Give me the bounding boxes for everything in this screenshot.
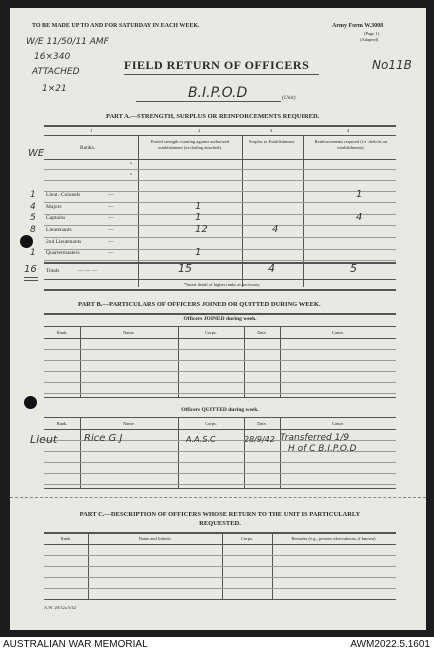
unit-label: (Unit): [282, 95, 296, 101]
annotation-left-3: ATTACHED: [32, 67, 80, 77]
rank-posted: 1: [195, 247, 202, 258]
quitted-corps: A.A.S.C: [186, 435, 216, 444]
we-note: WE: [28, 148, 45, 159]
punch-hole-bottom: [24, 396, 37, 409]
rank-surplus: 4: [272, 224, 279, 235]
rank-margin-count: 8: [30, 225, 36, 235]
joined-heading: Officers JOINED during week.: [183, 316, 257, 322]
column-header: Corps.: [205, 421, 217, 426]
column-header: Cause.: [331, 330, 345, 335]
rank-label: Lieut.-Colonels: [46, 192, 81, 198]
rank-margin-count: 1: [30, 248, 36, 258]
totals-reinf: 5: [350, 262, 357, 275]
column-header: Name and Initials.: [138, 536, 172, 541]
column-header: Corps.: [205, 330, 217, 335]
column-header: Cause.: [331, 421, 345, 426]
quitted-name: Rice G J: [84, 433, 123, 444]
annotation-left-1: W/E 11/50/11 AMF: [26, 37, 109, 47]
rank-label: Majors: [46, 204, 62, 210]
part-a-heading: PART A.—STRENGTH, SURPLUS OR REINFORCEMENTS REQUIRED.: [106, 113, 320, 120]
totals-posted: 15: [178, 262, 192, 275]
column-header: Rank.: [56, 330, 68, 335]
column-header: Date.: [257, 421, 267, 426]
rank-margin-count: 4: [30, 202, 36, 212]
col-header-posted: Posted strength counting against authorized establishment (excluding attached).: [150, 139, 230, 150]
column-header: Rank.: [56, 421, 68, 426]
header-instruction: TO BE MADE UP TO AND FOR SATURDAY IN EACH WEEK.: [32, 23, 200, 29]
annotation-right: No11B: [372, 58, 412, 72]
quitted-cause-2: H of C B.I.P.O.D: [288, 444, 357, 454]
col-number-2: 2: [198, 128, 201, 133]
column-header: Name.: [123, 330, 135, 335]
annotation-left-2: 16×340: [34, 52, 71, 62]
rank-margin-count: 5: [30, 213, 36, 223]
annotation-left-4: 1×21: [42, 84, 67, 94]
column-header: Date.: [257, 330, 267, 335]
rank-label: 2nd Lieutenants: [46, 239, 82, 245]
quitted-date: 28/9/42: [244, 435, 275, 444]
rank-label: Lieutenants: [46, 227, 72, 233]
quitted-cause-1: Transferred 1/9: [280, 433, 350, 443]
unit-handwritten: B.I.P.O.D: [188, 85, 248, 101]
part-a-footnote: *Insert detail of higher ranks as necessary.: [184, 282, 261, 287]
col-number-1: 1: [90, 128, 93, 133]
rank-posted: 12: [195, 224, 208, 235]
totals-label: Totals: [46, 268, 60, 274]
part-c-heading-2: REQUESTED.: [199, 520, 241, 527]
rank-margin-count: 1: [30, 190, 36, 200]
column-header: Corps.: [241, 536, 253, 541]
footer-left: AUSTRALIAN WAR MEMORIAL: [3, 639, 148, 650]
col-number-3: 3: [270, 128, 273, 133]
part-c-heading-1: PART C.—DESCRIPTION OF OFFICERS WHOSE RETURN TO THE UNIT IS PARTICULARLY: [79, 511, 361, 518]
form-number: Army Form W.3008: [332, 23, 384, 29]
column-header: Name.: [123, 421, 135, 426]
form-page: (Page 1): [364, 31, 380, 36]
col-number-4: 4: [347, 128, 350, 133]
column-header: Remarks (e.g., present whereabouts, if known).: [291, 536, 377, 541]
quitted-heading: Officers QUITTED during week.: [181, 407, 259, 413]
rank-label: Captains: [46, 215, 66, 221]
part-b-heading: PART B.—PARTICULARS OF OFFICERS JOINED OR QUITTED DURING WEEK.: [78, 301, 321, 308]
rank-posted: 1: [195, 201, 202, 212]
quitted-rank: Lieut: [30, 433, 58, 446]
form-page: TO BE MADE UP TO AND FOR SATURDAY IN EACH WEEK. Army Form W.3008 (Page 1) (Adapted) W/E 11/50/11 AMF 16×340 ATTACHED 1×21 No11B FIELD RETURN OF OFFICERS B.I.P.O.D (Unit) PART A.—STRENGTH, SURPLUS OR REINFORCEMENTS REQUIRED. 1 2 3 4 Ranks. Posted strength counting against authorized establishment (excluding attached). Surplus to Establishment. Reinforcements required (i.e. deficits on establishment). WE • • 1 Lieut.-Colonels — 1 4 Majors — 1 5 Captains — 1 4 8 Lieutenants — 12 4 2nd Lieutenants — 1 Quartermasters — 1 16 Totals — — — 15 4 5 *Insert detail of higher ranks as necessary. PART B.—PARTICULARS OF OFFICERS JOINED OR QUITTED DURING WEEK. Officers JOINED during week. Rank. Name. Corps. Date. Cause. Officers QUITTED during week. Rank. Name. Corps. Date. Cause. Lieut Rice G J A.A.S.C 28/9/42 Transferred 1/9 H of C B.I.P.O.D PART C.—DESCRIPTION OF OFFICERS WHOSE RETURN TO THE UNIT IS PARTICULARLY REQUESTED. Rank. Name and Initials. Corps. Remarks (e.g., present whereabouts, if known). A.W. 20/12a 5/42: [10, 8, 426, 630]
totals-margin: 16: [24, 264, 37, 275]
archive-footer: [0, 637, 434, 653]
rank-label: Quartermasters: [46, 250, 80, 256]
punch-hole-top: [20, 235, 33, 248]
form-adapted: (Adapted): [360, 37, 379, 42]
form-title: FIELD RETURN OF OFFICERS: [124, 58, 310, 72]
rank-reinf: 1: [356, 189, 363, 200]
col-header-surplus: Surplus to Establishment.: [248, 139, 296, 144]
footer-right: AWM2022.5.1601: [350, 639, 430, 650]
rank-reinf: 4: [356, 212, 363, 223]
totals-surplus: 4: [268, 262, 275, 275]
col-header-ranks: Ranks.: [80, 145, 96, 151]
col-header-reinforcements: Reinforcements required (i.e. deficits on establishment).: [314, 139, 388, 150]
printer-mark: A.W. 20/12a 5/42: [44, 605, 76, 610]
rank-posted: 1: [195, 212, 202, 223]
column-header: Rank.: [60, 536, 72, 541]
